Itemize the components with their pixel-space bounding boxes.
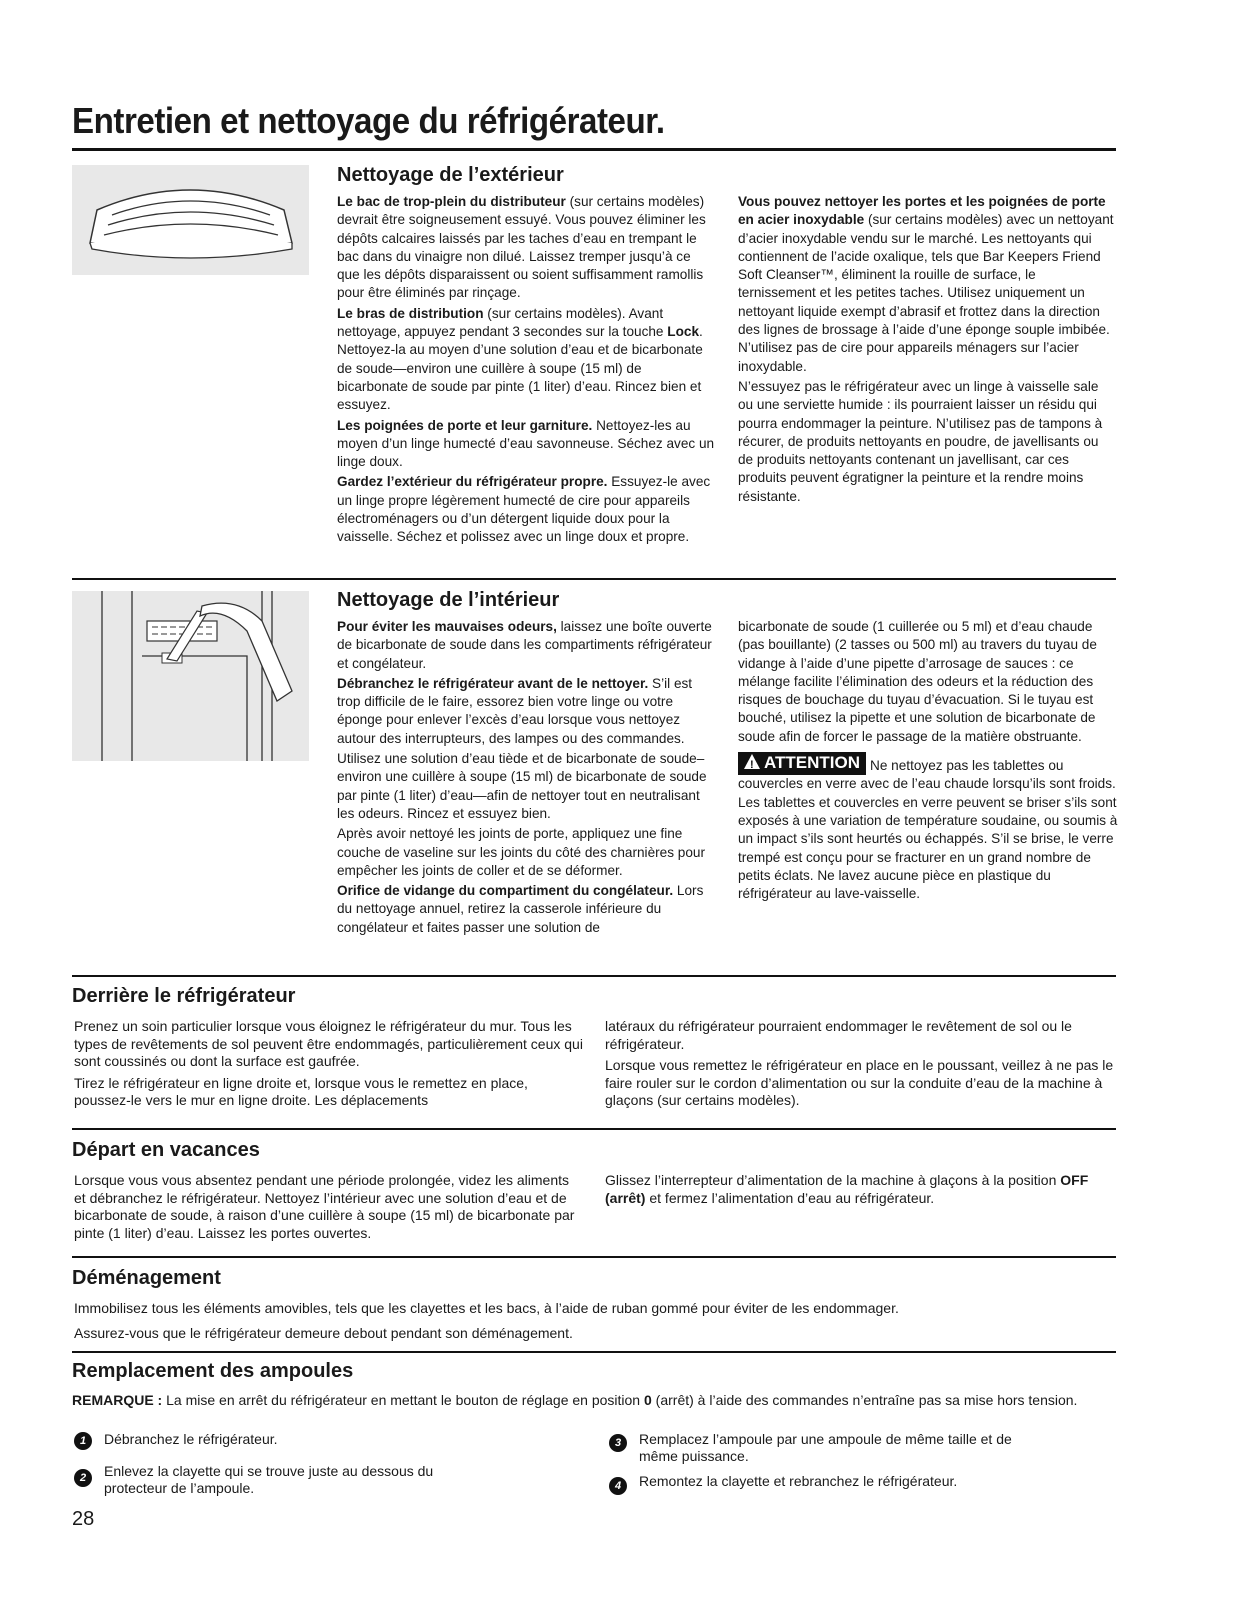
drain-continued-text: bicarbonate de soude (1 cuillerée ou 5 ml) et d’eau chaude (pas bouillante) (2 tasses ou 500 ml) au travers du tuyau de vidange à l’aide d’une pipette d’arrosage de sauces : ce mélange facilite l’élimination des odeurs et la réduction des risques de bouchage du tuyau d’évacuation. Si le tuyau est bouché, utilisez la pipette et une solution de bicarbonate de soude afin de forcer le passage de la matière obstruante. — [738, 619, 1097, 744]
drain-lead: Orifice de vidange du compartiment du congélateur. — [337, 883, 674, 899]
behind-text-4: Lorsque vous remettez le réfrigérateur en place en le poussant, veillez à ne pas le faire rouler sur le cordon d’alimentation ou sur la conduite d’eau de la machine à glaçons (sur certains modèles). — [605, 1057, 1114, 1108]
solution-text: Utilisez une solution d’eau tiède et de bicarbonate de soude–environ une cuillère à soupe (15 ml) de bicarbonate de soude par pinte (1 liter) d’eau—afin de nettoyer tout en neutralisant les odeurs. Rincez et essuyez bien. — [337, 751, 707, 821]
exterior-rule — [72, 578, 1116, 580]
dispenser-arm-lead: Le bras de distribution — [337, 305, 484, 321]
step-2-number: 2 — [74, 1469, 92, 1487]
bulbs-heading: Remplacement des ampoules — [72, 1360, 354, 1382]
interior-rule — [72, 975, 1116, 977]
odor-lead: Pour éviter les mauvaises odeurs, — [337, 619, 557, 634]
door-handles-text: Nettoyez-les au moyen d’un linge humecté d’eau savonneuse. Séchez avec un linge doux. — [337, 417, 715, 470]
step-1-text: Débranchez le réfrigérateur. — [104, 1431, 278, 1447]
exterior-heading: Nettoyage de l’extérieur — [337, 164, 564, 186]
warning-triangle-icon: ! — [744, 754, 760, 769]
behind-text-1: Prenez un soin particulier lorsque vous éloignez le réfrigérateur du mur. Tous les types de revêtements de sol peuvent être endommagés, particulièrement ceux qui sont coussinés ou dont la surface est gaufrée. — [74, 1018, 583, 1069]
vacation-text-1: Lorsque vous vous absentez pendant une période prolongée, videz les aliments et débranchez le réfrigérateur. Nettoyez l’intérieur avec une solution d’eau et de bicarbonate de soude, à raison d’une cuillère à soupe (15 ml) de bicarbonate par pinte (1 liter) d’eau. Laissez les portes ouvertes. — [74, 1172, 575, 1241]
page-number: 28 — [72, 1508, 95, 1530]
door-handles-lead: Les poignées de porte et leur garniture. — [337, 417, 593, 433]
interior-column-2 — [738, 618, 1118, 905]
exterior-column-1 — [337, 193, 715, 549]
note-label: REMARQUE : — [72, 1392, 163, 1408]
dispenser-arm-text: (sur certains modèles). Avant nettoyage, appuyez pendant 3 secondes sur la touche — [337, 305, 668, 340]
off-position-label: OFF (arrêt) — [605, 1172, 1089, 1206]
behind-column-2 — [605, 1018, 1115, 1114]
moving-text-2: Assurez-vous que le réfrigérateur demeure debout pendant son déménagement. — [74, 1324, 573, 1341]
bulbs-note — [72, 1392, 1116, 1414]
drip-tray-text: (sur certains modèles) devrait être soigneusement essuyé. Vous pouvez éliminer les dépôts calcaires laissés par les taches d’eau en trempant le bac dans du vinaigre non dilué. Laissez tremper jusqu’à ce que les dépôts disparaissent ou soient suffisamment ramollis pour être éliminés par rinçage. — [337, 194, 706, 301]
stainless-text: (sur certains modèles) avec un nettoyant d’acier inoxydable vendu sur le marché. Les nettoyants qui contiennent de l’acide oxalique, tels que Bar Keepers Friend Soft Cleanser™, éliminent la rouille de surface, le ternissement et les petites taches. Utilisez uniquement un nettoyant liquide exempt d’abrasif et frottez dans la direction des lignes de brossage à l’aide d’une éponge souple imbibée. N’utilisez pas de cire pour appareils ménagers sur l’acier inoxydable. — [738, 212, 1114, 374]
vacation-column-1 — [74, 1172, 584, 1246]
drip-tray-lead: Le bac de trop-plein du distributeur — [337, 194, 566, 209]
moving-text-1: Immobilisez tous les éléments amovibles, tels que les clayettes et les bacs, à l’aide de ruban gommé pour éviter de les endommager. — [74, 1300, 899, 1316]
moving-text — [74, 1300, 1118, 1346]
step-1-number: 1 — [74, 1432, 92, 1450]
behind-text-2: Tirez le réfrigérateur en ligne droite et, lorsque vous le remettez en place, poussez-le vers le mur en ligne droite. Les déplacements — [74, 1074, 528, 1108]
vacation-text-2: Glissez l’interrepteur d’alimentation de la machine à glaçons à la position — [605, 1172, 1061, 1188]
behind-rule — [72, 1128, 1116, 1130]
drip-tray-illustration — [72, 165, 309, 275]
stainless-lead: Vous pouvez nettoyer les portes et les poignées de porte en acier inoxydable — [738, 194, 1106, 228]
behind-heading: Derrière le réfrigérateur — [72, 985, 296, 1007]
exterior-warning-text: N’essuyez pas le réfrigérateur avec un linge à vaisselle sale ou une serviette humide : ils pourraient laisser un résidu qui pourra endommager la peinture. N’utilisez pas de tampons à récurer, de produits nettoyants en poudre, de javellisants ou de produits nettoyants contenant un javellisant, car ces produits peuvent égratigner la peinture et la rendre moins résistante. — [738, 378, 1103, 504]
door-seal-text: Après avoir nettoyé les joints de porte, appliquez une fine couche de vaseline sur les joints du côté des charnières pour empêcher les joints de coller et de se déformer. — [337, 826, 706, 878]
unplug-lead: Débranchez le réfrigérateur avant de le nettoyer. — [337, 675, 649, 691]
interior-heading: Nettoyage de l’intérieur — [337, 589, 560, 611]
attention-label: ATTENTION — [764, 753, 861, 773]
vacation-text-3: et fermez l’alimentation d’eau au réfrigérateur. — [645, 1189, 935, 1206]
step-4-number: 4 — [609, 1477, 627, 1495]
vacation-heading: Départ en vacances — [72, 1139, 260, 1161]
interior-cleaning-illustration — [72, 591, 309, 761]
vacation-rule — [72, 1256, 1116, 1258]
vacation-column-2 — [605, 1172, 1115, 1211]
page-title: Entretien et nettoyage du réfrigérateur. — [72, 100, 665, 141]
moving-rule — [72, 1351, 1116, 1353]
step-4-text: Remontez la clayette et rebranchez le réfrigérateur. — [639, 1473, 958, 1489]
step-3-text: Remplacez l’ampoule par une ampoule de même taille et de même puissance. — [639, 1431, 1012, 1464]
attention-text: Ne nettoyez pas les tablettes ou couvercles en verre avec de l’eau chaude lorsqu’ils sont froids. Les tablettes et couvercles en verre peuvent se briser s’ils sont exposés à une variation de température soudaine, ou soumis à un impact s’ils sont heurtés ou échappés. S’il se brise, le verre trempé est conçu pour se fracturer en un grand nombre de petits éclats. Ne lavez aucune pièce en plastique du réfrigérateur au lave-vaisselle. — [738, 758, 1118, 902]
attention-badge — [738, 752, 866, 775]
step-3-number: 3 — [609, 1434, 627, 1452]
odor-text: laissez une boîte ouverte de bicarbonate de soude dans les compartiments réfrigérateur et congélateur. — [337, 619, 712, 671]
interior-column-1 — [337, 618, 715, 939]
keep-clean-lead: Gardez l’extérieur du réfrigérateur propre. — [337, 474, 608, 490]
drain-text: Lors du nettoyage annuel, retirez la casserole inférieure du congélateur et faites passer une solution de — [337, 883, 704, 935]
keep-clean-text: Essuyez-le avec un linge propre légèrement humecté de cire pour appareils électroménagers ou d’un détergent liquide doux pour la vaisselle. Séchez et polissez avec un linge doux et propre. — [337, 474, 711, 545]
exterior-column-2 — [738, 193, 1116, 508]
behind-column-1 — [74, 1018, 584, 1114]
dispenser-arm-text-rest: . Nettoyez-la au moyen d’une solution d’eau et de bicarbonate de soude—environ une cuillère à soupe (15 ml) de bicarbonate de soude par pinte (1 liter) d’eau. Rincez bien et essuyez. — [337, 324, 703, 413]
title-rule — [72, 148, 1116, 151]
step-2-text: Enlevez la clayette qui se trouve juste au dessous du protecteur de l’ampoule. — [104, 1463, 434, 1496]
note-text: La mise en arrêt du réfrigérateur en mettant le bouton de réglage en position — [162, 1392, 644, 1408]
behind-text-3: latéraux du réfrigérateur pourraient endommager le revêtement de sol ou le réfrigérateur. — [605, 1018, 1072, 1052]
zero-position-label: 0 — [643, 1392, 652, 1408]
lock-key-label: Lock — [667, 324, 700, 340]
note-text-rest: (arrêt) à l’aide des commandes n’entraîne pas sa mise hors tension. — [651, 1392, 1078, 1408]
unplug-text: S’il est trop difficile de le faire, essorez bien votre linge ou votre éponge pour enlever l’excès d’eau lorsque vous nettoyez autour des interrupteurs, des lampes ou des commandes. — [337, 675, 693, 746]
moving-heading: Déménagement — [72, 1267, 221, 1289]
